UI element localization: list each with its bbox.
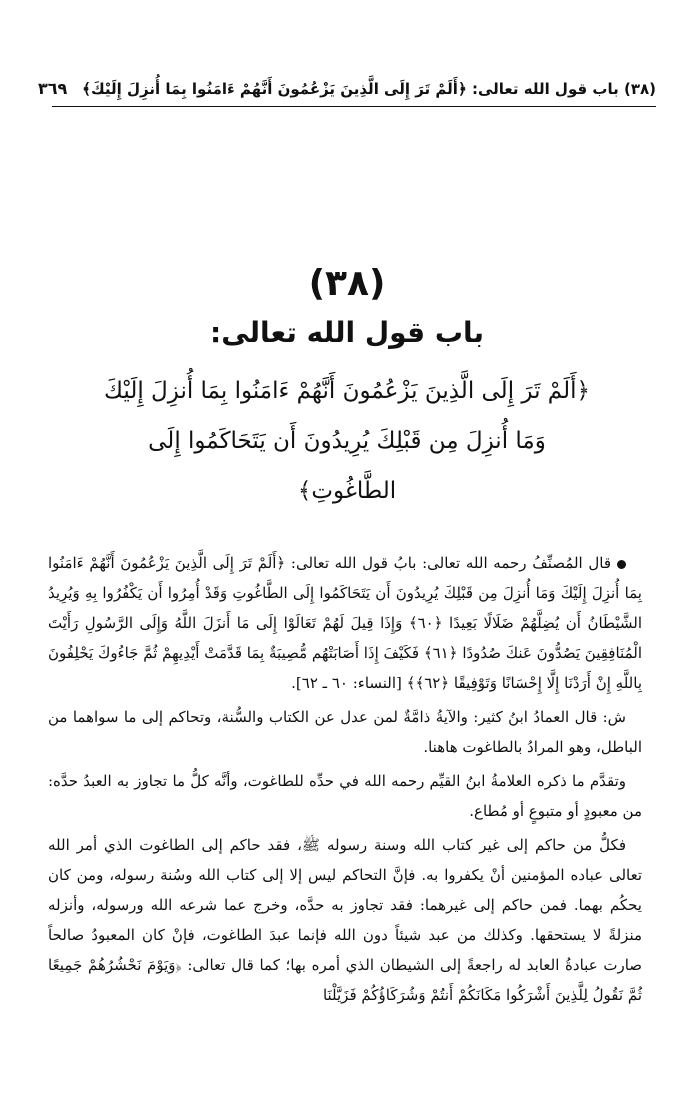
paragraph-definition: وتقدَّم ما ذكره العلامةُ ابنُ القيِّم رحمه الله في حدِّه للطاغوت، وأنَّه كلُّ ما تجاوز به العبدُ حدَّه: من معبودٍ أو متبوعٍ أو مُطاع. [48, 772, 642, 820]
paragraph-commentary: ش: قال العمادُ ابنُ كثير: والآيةُ ذامَّةٌ لمن عدل عن الكتاب والسُّنة، وتحاكم إلى ما سواهما من الباطل، وهو المرادُ بالطاغوت هاهنا. [48, 708, 642, 756]
bullet-icon [617, 560, 626, 569]
chapter-verse: ﴿أَلَمْ تَرَ إِلَى الَّذِينَ يَزْعُمُونَ أَنَّهُمْ ءَامَنُوا بِمَا أُنزِلَ إِلَيْكَ وَمَا أُنزِلَ مِن قَبْلِكَ يُرِيدُونَ أَن يَتَحَاكَمُوا إِلَى الطَّاغُوتِ﴾ [104, 378, 590, 504]
page-number: ٣٦٩ [38, 78, 68, 98]
paragraph-explanation: فكلُّ من حاكم إلى غير كتاب الله وسنة رسوله ﷺ، فقد حاكم إلى الطاغوت الذي أمر الله تعالى عباده المؤمنين أنْ يكفروا به. فإنَّ التحاكم ليس إلا إلى كتاب الله وسُنة رسوله، ومن كان يحكُم بهما. فمن حاكم إلى غيرهما: فقد تجاوز به حدَّه، وخرج عما شرعه الله ورسوله، وأنزله منزلةً لا يستحقها. وكذلك من عبد شيئاً دون الله فإنما عبدَ الطاغوت، فإنْ كان المعبودُ صالحاً صارت عبادةُ العابد له راجعةً إلى الشيطان الذي أمره بها؛ كما قال تعالى: ﴿وَيَوْمَ نَحْشُرُهُمْ جَمِيعًا ثُمَّ نَقُولُ لِلَّذِينَ أَشْرَكُوا مَكَانَكُمْ أَنتُمْ وَشُرَكَاؤُكُمْ فَزَيَّلْنَا [48, 836, 642, 1004]
body-text [48, 548, 642, 1014]
chapter-number: (٣٨) [308, 263, 386, 304]
paragraph-author-quote [48, 548, 642, 698]
chapter-title: باب قول الله تعالى: [210, 316, 484, 349]
running-header [38, 66, 656, 98]
header-rule [52, 106, 656, 107]
paragraph-text: قال المُصنِّفُ رحمه الله تعالى: بابُ قول الله تعالى: ﴿أَلَمْ تَرَ إِلَى الَّذِينَ يَزْعُمُونَ أَنَّهُمْ ءَامَنُوا بِمَا أُنزِلَ إِلَيْكَ وَمَا أُنزِلَ مِن قَبْلِكَ يُرِيدُونَ أَن يَتَحَاكَمُوا إِلَى الطَّاغُوتِ وَقَدْ أُمِرُوا أَن يَكْفُرُوا بِهِ وَيُرِيدُ الشَّيْطَانُ أَن يُضِلَّهُمْ ضَلَالًا بَعِيدًا ﴿٦٠﴾ وَإِذَا قِيلَ لَهُمْ تَعَالَوْا إِلَى مَا أَنزَلَ اللَّهُ وَإِلَى الرَّسُولِ رَأَيْتَ الْمُنَافِقِينَ يَصُدُّونَ عَنكَ صُدُودًا ﴿٦١﴾ فَكَيْفَ إِذَا أَصَابَتْهُم مُّصِيبَةٌ بِمَا قَدَّمَتْ أَيْدِيهِمْ ثُمَّ جَاءُوكَ يَحْلِفُونَ بِاللَّهِ إِنْ أَرَدْنَا إِلَّا إِحْسَانًا وَتَوْفِيقًا ﴿٦٢﴾﴾ [النساء: ٦٠ ـ ٦٢]. [48, 554, 642, 692]
running-title: (٣٨) باب قول الله تعالى: ﴿أَلَمْ تَرَ إِلَى الَّذِينَ يَزْعُمُونَ أَنَّهُمْ ءَامَنُوا بِمَا أُنزِلَ إِلَيْكَ﴾ [82, 80, 656, 98]
